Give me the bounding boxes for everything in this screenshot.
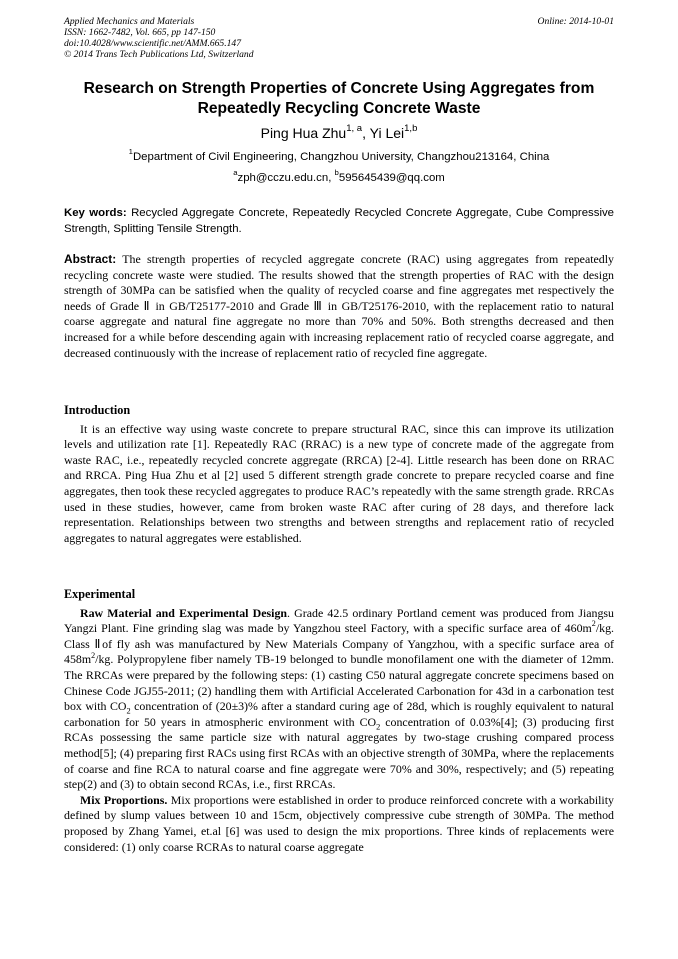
keywords	[64, 206, 614, 237]
abstract-label: Abstract:	[64, 252, 117, 266]
paper-title	[64, 79, 614, 119]
abstract-text: The strength properties of recycled aggregate concrete (RAC) using aggregates from repeatedly recycling concrete waste were studied. The results showed that the strength properties of RAC with the design strength of 30MPa can be satisfied when the quality of recycled coarse and fine aggregates met respectively the needs of Grade Ⅱ in GB/T25177-2010 and Grade Ⅲ in GB/T25176-2010, with the replacement ratio to natural coarse aggregate and natural fine aggregate no more than 70% and 50%. Both strengths decreased and then increased for a while before descending again with increasing replacement ratio of recycled coarse aggregate, and decreased continuously with the increase of replacement ratio of recycled fine aggregate.	[64, 252, 614, 360]
affiliation-text: Department of Civil Engineering, Changzhou University, Changzhou213164, China	[132, 151, 550, 163]
mix-proportions-text: Mix proportions were established in order to produce reinforced concrete with a workability defined by slump values between 10 and 15cm, objectively compressive cube strength of 30MPa. The method proposed by Zhang Yamei, et.al [6] was used to design the mix proportions. Three kinds of replacements were considered: (1) only coarse RCRAs to natural coarse aggregate	[64, 792, 614, 854]
journal-name: Applied Mechanics and Materials	[64, 16, 195, 27]
raw-material-text-5: concentration of 0.03%[4]; (3) producing first RCAs possessing the same particle size with natural aggregates by two-stage crushing compared process method[5]; (4) preparing first RACs using first RCAs with an objective strength of 30MPa, where the replacements of coarse and fine RCA to natural coarse and fine aggregate were 70% and 30%, respectively; and (5) repeating step(2) and (3) to obtain second RCAs, i.e., first RRCAs.	[64, 714, 614, 792]
author-2-affiliation-mark: 1,b	[404, 123, 418, 135]
raw-material-paragraph	[64, 606, 614, 793]
abstract	[64, 252, 614, 361]
experimental-heading: Experimental	[64, 587, 136, 601]
introduction-section	[64, 403, 614, 546]
author-list	[64, 124, 614, 142]
raw-material-text-1: . Grade 42.5 ordinary Portland cement was produced from Jiangsu Yangzi Plant. Fine grinding slag was made by Yangzhou steel Factory, with a specific surface area of 460m	[64, 605, 615, 636]
title-line-1: Research on Strength Properties of Concrete Using Aggregates from	[83, 80, 595, 97]
mix-proportions-paragraph	[64, 793, 614, 855]
email-b-mark: b	[334, 168, 339, 178]
email-a-mark: a	[233, 168, 238, 178]
email-a: zph@cczu.edu.cn,	[237, 172, 335, 184]
superscript-2b: 2	[91, 650, 96, 660]
title-line-2: Repeatedly Recycling Concrete Waste	[197, 100, 481, 117]
mix-proportions-label: Mix Proportions.	[80, 792, 168, 807]
doi-line: doi:10.4028/www.scientific.net/AMM.665.147	[64, 38, 242, 49]
introduction-paragraph: It is an effective way using waste concrete to prepare structural RAC, since this can improve its utilization levels and utilization rate [1]. Repeatedly RAC (RRAC) is a new type of concrete made of the aggregate from waste RAC, i.e., repeatedly recycled concrete aggregate (RRCA) [2-4]. Little research has been done on RRAC and RRCA. Ping Hua Zhu et al [2] used 5 different strength grade concrete to prepare recycled coarse and fine aggregates, then took these recycled aggregates to produce RAC’s repeatedly with the same strength grade. RRCAs used in these studies, however, came from broken waste RAC after curing of 28 days, and therefore lack representation. Relationships between two strengths and between strengths and replacement ratio of recycled aggregates to natural aggregates were established.	[64, 421, 614, 545]
author-separator: ,	[362, 125, 370, 141]
email-b: 595645439@qq.com	[338, 172, 445, 184]
keywords-label: Key words:	[64, 207, 127, 219]
affiliation	[64, 147, 614, 165]
subscript-2b: 2	[376, 722, 381, 732]
experimental-section	[64, 587, 614, 855]
online-date: Online: 2014-10-01	[537, 16, 614, 27]
author-2-name: Yi Lei	[369, 125, 405, 141]
superscript-2a: 2	[591, 619, 596, 629]
raw-material-text-4: concentration of (20±3)% after a standard curing age of 28d, which is roughly equivalent to natural carbonation for 50 years in atmospheric environment with CO	[64, 699, 614, 729]
introduction-heading: Introduction	[64, 403, 131, 417]
raw-material-label: Raw Material and Experimental Design	[80, 605, 288, 620]
author-1-affiliation-mark: 1, a	[346, 123, 363, 135]
author-emails	[64, 168, 614, 186]
keywords-text: Recycled Aggregate Concrete, Repeatedly Recycled Concrete Aggregate, Cube Compressive Strength, Splitting Tensile Strength.	[64, 207, 615, 235]
raw-material-text-2: /kg. Class Ⅱof fly ash was manufactured by New Materials Company of Yangzhou, with a specific surface area of 458m	[64, 621, 614, 667]
issn-line: ISSN: 1662-7482, Vol. 665, pp 147-150	[64, 27, 216, 38]
affiliation-mark: 1	[128, 147, 133, 157]
author-1-name: Ping Hua Zhu	[260, 125, 347, 141]
journal-header	[64, 16, 614, 60]
copyright-line: © 2014 Trans Tech Publications Ltd, Switzerland	[64, 49, 254, 60]
subscript-2a: 2	[126, 706, 131, 716]
raw-material-text-3: /kg. Polypropylene fiber namely TB-19 belonged to bundle monofilament one with the diameter of 12mm. The RRCAs were prepared by the following steps: (1) casting C50 natural aggregate concrete specimens based on Chinese Code JGJ55-2011; (2) handling them with Artificial Accelerated Carbonation for 43d in a carbonation test box with CO	[64, 652, 614, 714]
